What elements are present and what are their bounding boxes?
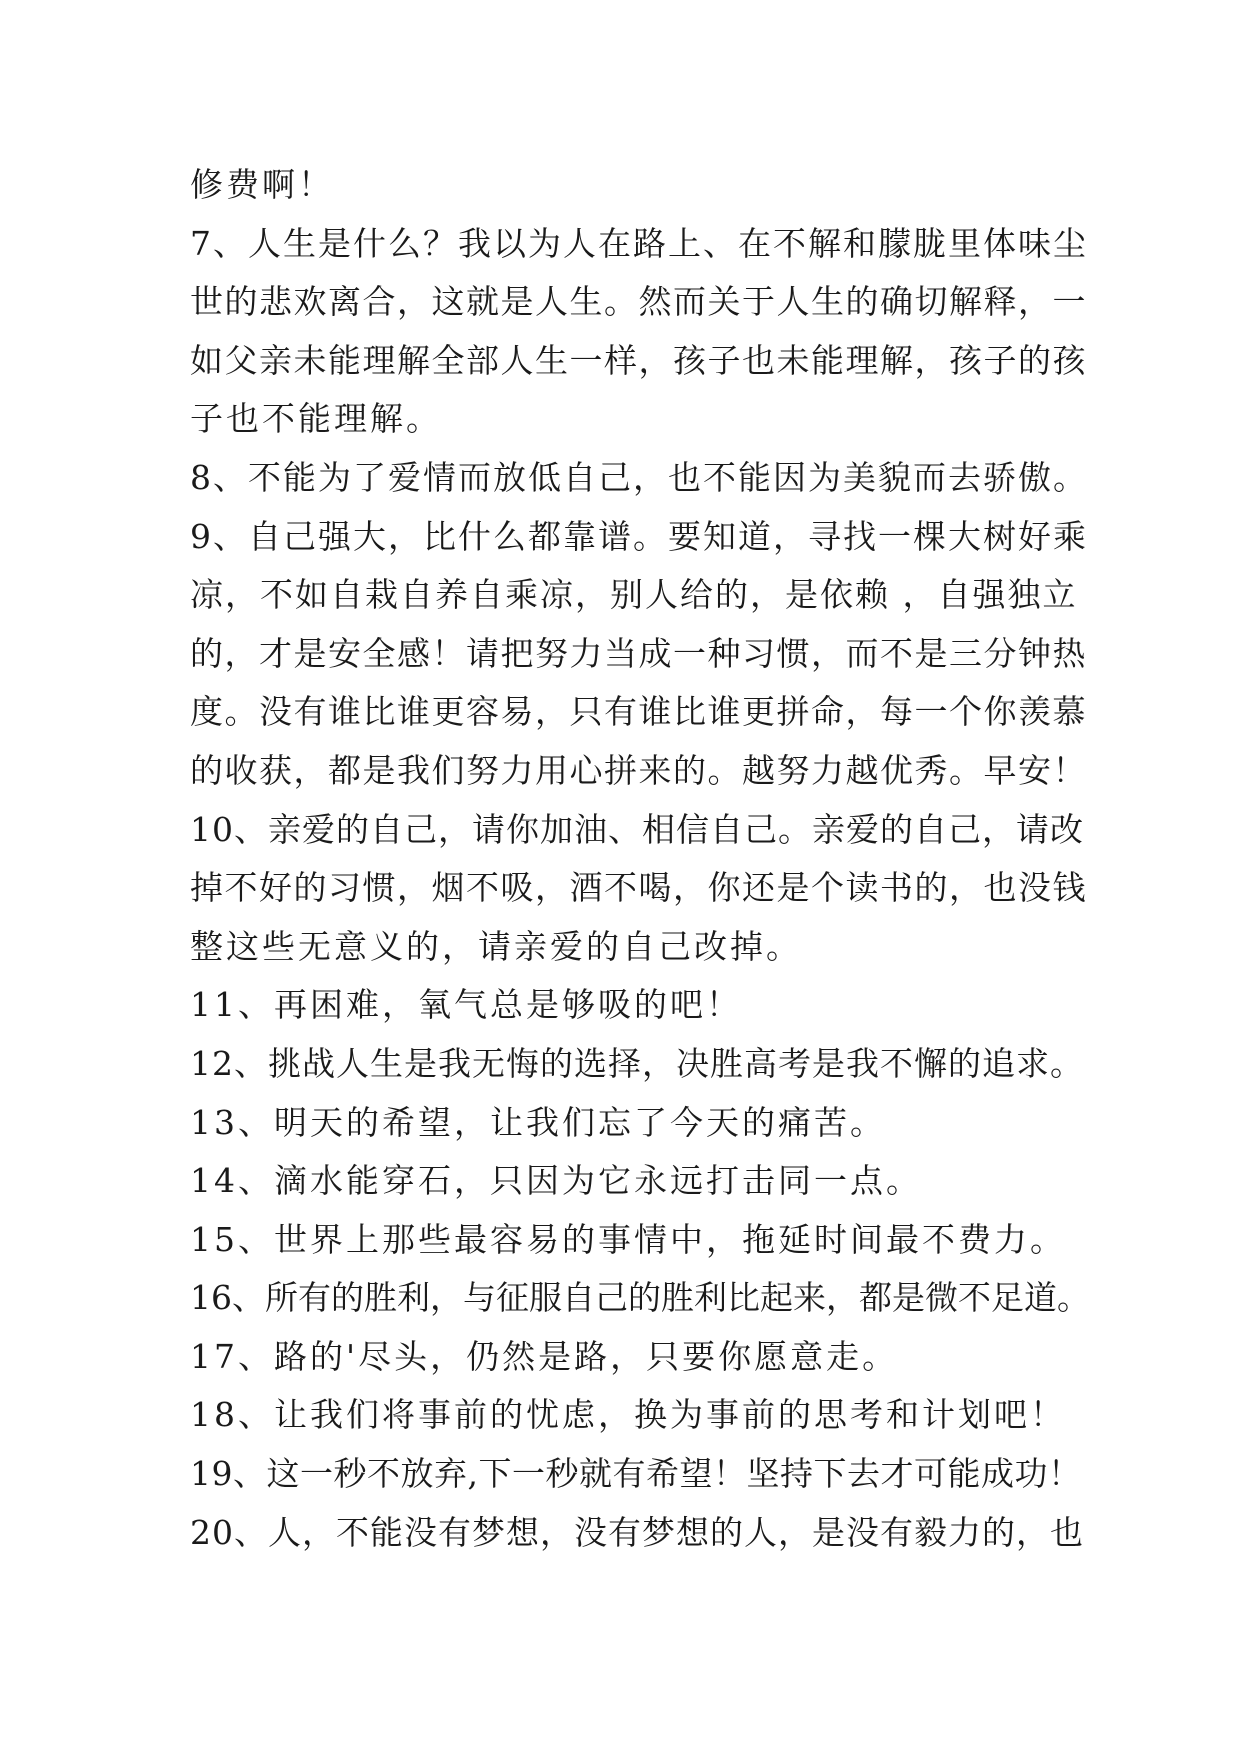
text-line: 7、人生是什么？我以为人在路上、在不解和朦胧里体味尘 [190, 223, 1088, 263]
text-line: 11、再困难，氧气总是够吸的吧！ [190, 985, 742, 1025]
text-line: 14、滴水能穿石，只因为它永远打击同一点。 [190, 1161, 922, 1201]
text-line: 9、自己强大，比什么都靠谱。要知道，寻找一棵大树好乘 [190, 516, 1088, 556]
text-line: 度。没有谁比谁更容易，只有谁比谁更拼命，每一个你羡慕 [190, 692, 1087, 732]
text-line: 如父亲未能理解全部人生一样，孩子也未能理解，孩子的孩 [190, 340, 1087, 380]
text-line: 修费啊！ [190, 165, 334, 204]
text-line: 世的悲欢离合，这就是人生。然而关于人生的确切解释，一 [190, 282, 1087, 322]
text-line: 13、明天的希望，让我们忘了今天的痛苦。 [190, 1102, 886, 1142]
text-line: 12、挑战人生是我无悔的选择，决胜高考是我不懈的追求。 [190, 1043, 1084, 1083]
text-line: 17、路的'尽头，仍然是路，只要你愿意走。 [190, 1336, 899, 1376]
text-line: 子也不能理解。 [190, 399, 442, 439]
text-line: 8、不能为了爱情而放低自己，也不能因为美貌而去骄傲。 [190, 457, 1088, 497]
text-line: 整这些无意义的，请亲爱的自己改掉。 [190, 926, 802, 966]
text-line: 的收获，都是我们努力用心拼来的。越努力越优秀。早安！ [190, 750, 1087, 790]
text-line: 10、亲爱的自己，请你加油、相信自己。亲爱的自己，请改 [190, 809, 1084, 849]
text-line: 掉不好的习惯，烟不吸，酒不喝，你还是个读书的，也没钱 [190, 868, 1087, 908]
body-text [190, 156, 1090, 1562]
text-line: 的，才是安全感！请把努力当成一种习惯，而不是三分钟热 [190, 633, 1087, 673]
text-line: 19、这一秒不放弃,下一秒就有希望！坚持下去才可能成功！ [190, 1454, 1082, 1494]
text-line: 18、让我们将事前的忧虑，换为事前的思考和计划吧！ [190, 1395, 1066, 1435]
text-line: 凉，不如自栽自养自乘凉，别人给的，是依赖 ，自强独立 [190, 575, 1078, 615]
text-line: 16、所有的胜利，与征服自己的胜利比起来，都是微不足道。 [190, 1278, 1090, 1318]
text-line: 20、人，不能没有梦想，没有梦想的人，是没有毅力的，也 [190, 1512, 1084, 1552]
text-line: 15、世界上那些最容易的事情中，拖延时间最不费力。 [190, 1219, 1066, 1259]
